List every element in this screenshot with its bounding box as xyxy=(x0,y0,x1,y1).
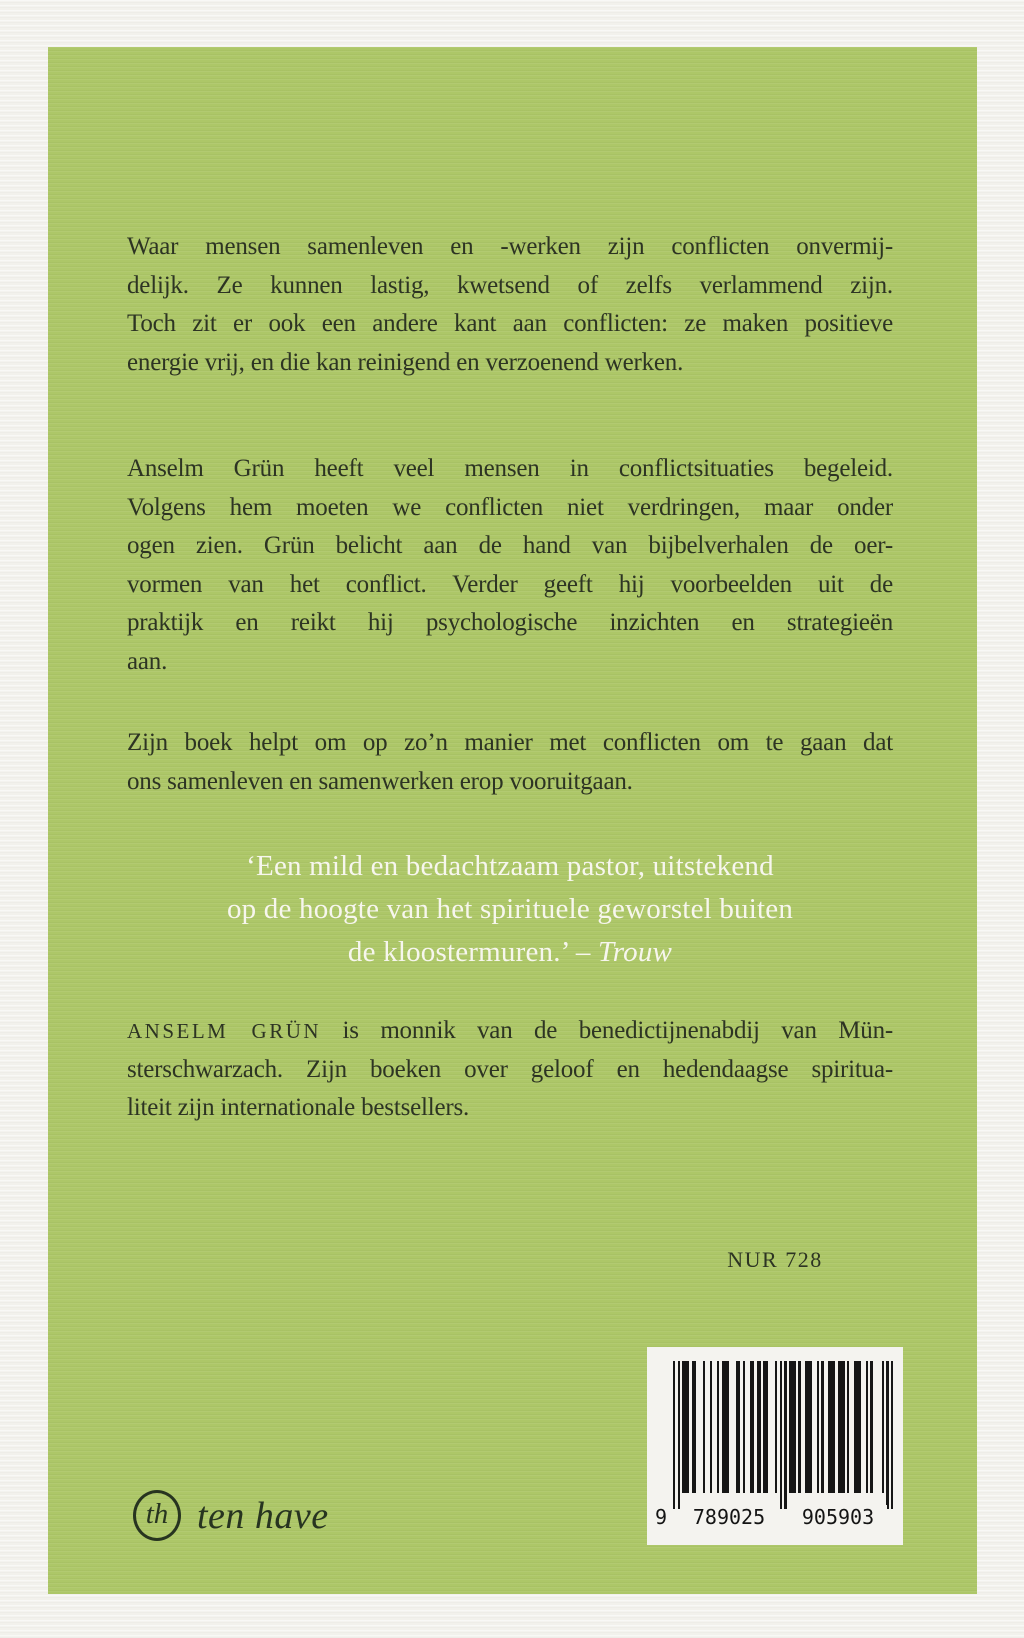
text-line: sterschwarzach. Zijn boeken over geloof en hedendaagse spiritua- xyxy=(127,1055,893,1083)
text-line: aan. xyxy=(127,647,168,675)
text-line: vormen van het conflict. Verder geeft hij voorbeelden uit de xyxy=(127,570,893,598)
text-line: delijk. Ze kunnen lastig, kwetsend of zelfs verlammend zijn. xyxy=(127,271,893,299)
blurb-paragraph-3 xyxy=(127,724,893,801)
logo-monogram-circle xyxy=(133,1490,181,1541)
blurb-paragraph-1 xyxy=(127,228,893,382)
blurb-paragraph-2 xyxy=(127,450,893,681)
text-line: ogen zien. Grün belicht aan de hand van bijbelverhalen de oer- xyxy=(127,532,893,559)
logo-monogram: th xyxy=(145,1497,169,1530)
nur-code: NUR 728 xyxy=(727,1247,823,1272)
barcode-digit-first: 9 xyxy=(654,1505,668,1529)
quote-line: op de hoogte van het spirituele geworstel buiten xyxy=(226,893,794,925)
author-bio xyxy=(127,1012,893,1128)
text-line: ANSELM GRÜN is monnik van de benedictijnenabdij van Mün- xyxy=(127,1017,893,1044)
text-line: Volgens hem moeten we conflicten niet verdringen, maar onder xyxy=(127,493,893,521)
text-line: ons samenleven en samenwerken erop vooruitgaan. xyxy=(127,767,633,795)
review-quote xyxy=(127,845,893,974)
author-name: ANSELM GRÜN xyxy=(127,1019,322,1043)
text-line: praktijk en reikt hij psychologische inzichten en strategieën xyxy=(127,609,893,636)
text-line: liteit zijn internationale bestsellers. xyxy=(127,1094,470,1121)
barcode-bars xyxy=(673,1361,894,1509)
cover-panel xyxy=(48,47,977,1594)
barcode-digits-left: 789025 xyxy=(680,1505,778,1529)
quote-line: ‘Een mild en bedachtzaam pastor, uitstekend xyxy=(246,850,774,882)
text-line: Anselm Grün heeft veel mensen in conflictsituaties begeleid. xyxy=(127,455,893,482)
text-line: Toch zit er ook een andere kant aan conflicten: ze maken positieve xyxy=(127,310,893,337)
barcode-digits-right: 905903 xyxy=(789,1505,887,1529)
quote-line: de kloostermuren.’ – Trouw xyxy=(347,936,673,968)
text-line: Waar mensen samenleven en -werken zijn conflicten onvermij- xyxy=(127,233,893,260)
publisher-logo xyxy=(133,1490,329,1541)
barcode xyxy=(647,1347,903,1545)
text-line: Zijn boek helpt om op zo’n manier met conflicten om te gaan dat xyxy=(127,729,893,756)
quote-source: Trouw xyxy=(598,936,673,968)
publisher-name: ten have xyxy=(197,1494,329,1537)
text-line: energie vrij, en die kan reinigend en verzoenend werken. xyxy=(127,348,684,376)
